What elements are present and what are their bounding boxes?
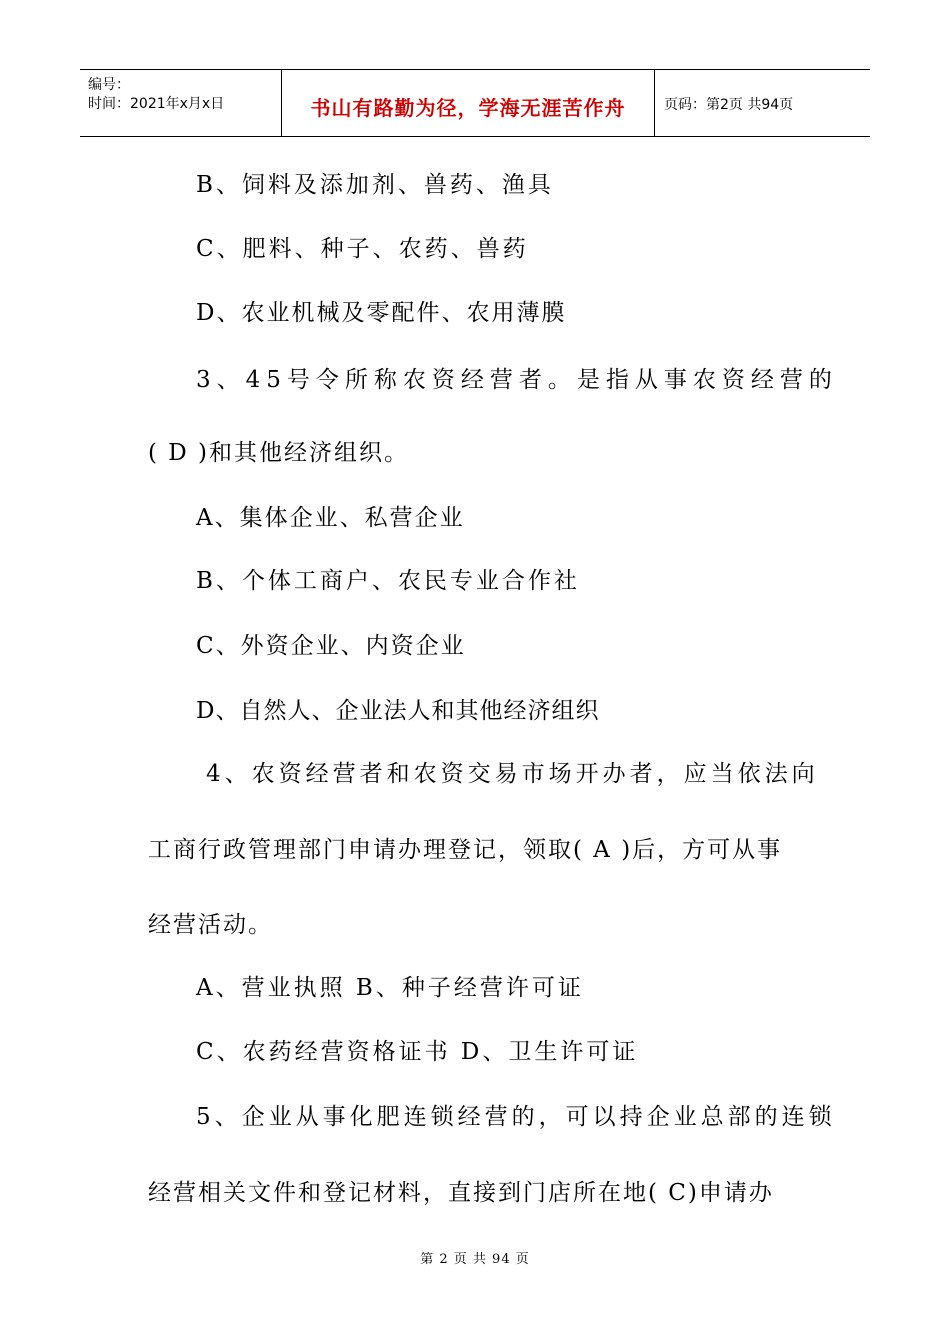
option-line: C、肥料、种子、农药、兽药 bbox=[196, 236, 529, 262]
header-table bbox=[80, 69, 870, 137]
option-line: A、集体企业、私营企业 bbox=[196, 505, 465, 531]
question-line: 经营活动。 bbox=[148, 912, 273, 938]
question-line: 3、45号令所称农资经营者。是指从事农资经营的 bbox=[196, 367, 838, 393]
option-line: D、自然人、企业法人和其他经济组织 bbox=[196, 698, 600, 724]
question-line: ( D )和其他经济组织。 bbox=[148, 440, 410, 466]
header-meta-cell bbox=[80, 70, 281, 136]
option-line: C、外资企业、内资企业 bbox=[196, 633, 466, 659]
question-line: 工商行政管理部门申请办理登记，领取( A )后，方可从事 bbox=[148, 837, 783, 863]
document-number-label: 编号： bbox=[88, 77, 130, 93]
header-motto: 书山有路勤为径，学海无涯苦作舟 bbox=[310, 96, 626, 120]
header-page-cell bbox=[654, 70, 870, 136]
option-line: A、营业执照 B、种子经营许可证 bbox=[196, 975, 584, 1001]
question-line: 5、企业从事化肥连锁经营的，可以持企业总部的连锁 bbox=[196, 1104, 836, 1130]
option-line: C、农药经营资格证书 D、卫生许可证 bbox=[196, 1039, 639, 1065]
question-line: 经营相关文件和登记材料，直接到门店所在地( C)申请办 bbox=[148, 1180, 774, 1206]
header-page-info: 页码：第2页 共94页 bbox=[664, 97, 794, 113]
header-motto-cell bbox=[281, 70, 655, 136]
document-time-label: 时间：2021年x月x日 bbox=[88, 96, 225, 112]
option-line: B、饲料及添加剂、兽药、渔具 bbox=[196, 172, 554, 198]
option-line: D、农业机械及零配件、农用薄膜 bbox=[196, 300, 567, 326]
page-footer: 第 2 页 共 94 页 bbox=[420, 1252, 530, 1267]
option-line: B、个体工商户、农民专业合作社 bbox=[196, 568, 580, 594]
question-line: 4、农资经营者和农资交易市场开办者，应当依法向 bbox=[206, 761, 819, 787]
